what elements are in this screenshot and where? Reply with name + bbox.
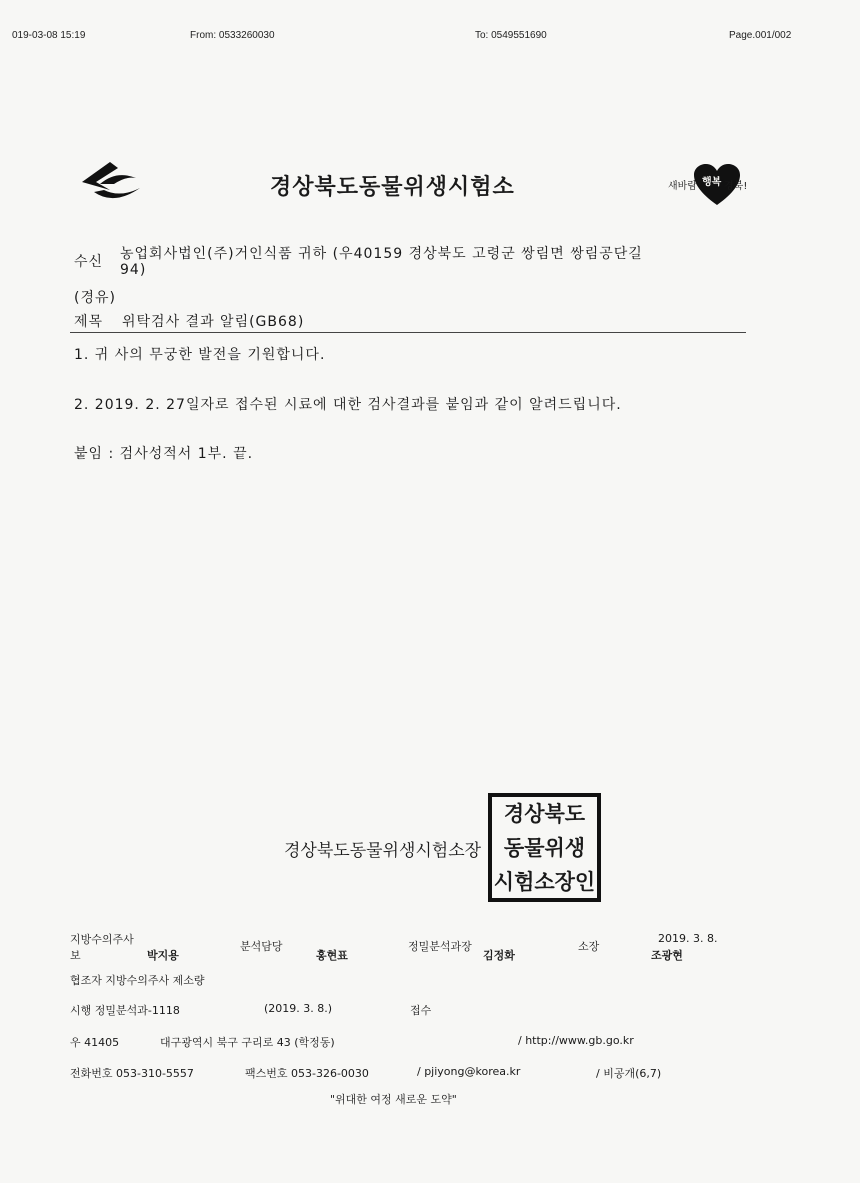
via-label: (경유)	[74, 290, 116, 306]
header-divider	[70, 332, 746, 333]
seal-line-1: 경상북도	[503, 801, 586, 826]
subject-text: 위탁검사 결과 알림(GB68)	[122, 314, 305, 330]
fax-to: To: 0549551690	[475, 30, 547, 41]
street-address: 대구광역시 북구 구리로 43 (학정동)	[160, 1036, 335, 1049]
paragraph-2: 2. 2019. 2. 27일자로 접수된 시료에 대한 검사결과를 붙임과 같이 알려드립니다.	[74, 397, 622, 413]
official-seal	[488, 793, 601, 902]
phone-number: 전화번호 053-310-5557	[70, 1067, 194, 1080]
seal-line-3: 시험소장인	[493, 869, 596, 894]
slogan-part-2: 행복	[702, 177, 722, 188]
sender-name: 경상북도동물위생시험소장	[284, 841, 482, 861]
reviewer-title: 분석담당	[240, 940, 283, 953]
slogan-logo	[664, 163, 760, 207]
manager-name: 김정화	[483, 949, 515, 962]
recipient-line-2: 94)	[120, 262, 147, 278]
slogan-part-1: 새바람	[668, 181, 697, 192]
website-link[interactable]: / http://www.gb.go.kr	[518, 1034, 634, 1047]
slogan-part-3: 경북!	[724, 181, 748, 192]
seal-line-2: 동물위생	[503, 835, 586, 860]
disclosure-status: / 비공개(6,7)	[596, 1067, 662, 1080]
receipt-label: 접수	[410, 1004, 432, 1017]
director-name: 조광현	[651, 949, 683, 962]
attachment-line: 붙임 : 검사성적서 1부. 끝.	[74, 446, 254, 462]
postal-code: 우 41405	[70, 1036, 120, 1049]
enforcement-date: (2019. 3. 8.)	[264, 1002, 333, 1015]
reviewer-name: 홍현표	[316, 949, 348, 962]
paragraph-1: 1. 귀 사의 무궁한 발전을 기원합니다.	[74, 347, 326, 363]
director-title: 소장	[578, 940, 600, 953]
email-link[interactable]: / pjiyong@korea.kr	[417, 1065, 521, 1078]
motto: "위대한 여정 새로운 도약"	[330, 1093, 457, 1106]
fax-from: From: 0533260030	[190, 30, 275, 41]
gyeongbuk-emblem-icon	[80, 160, 144, 210]
drafter-title-suffix: 보	[70, 949, 81, 962]
drafter-name: 박지용	[147, 949, 179, 962]
fax-page: Page.001/002	[729, 30, 792, 41]
recipient-line-1: 농업회사법인(주)거인식품 귀하 (우40159 경상북도 고령군 쌍림면 쌍림공단길	[120, 246, 643, 262]
recipient-label: 수신	[74, 254, 104, 270]
director-date: 2019. 3. 8.	[658, 932, 718, 945]
subject-label: 제목	[74, 314, 104, 330]
enforcement-number: 시행 정밀분석과-1118	[70, 1004, 180, 1017]
fax-datetime: 019-03-08 15:19	[12, 30, 86, 41]
cooperator-line: 협조자 지방수의주사 제소량	[70, 974, 205, 987]
fax-number: 팩스번호 053-326-0030	[245, 1067, 369, 1080]
manager-title: 정밀분석과장	[408, 940, 472, 953]
drafter-title: 지방수의주사	[70, 933, 134, 946]
agency-title: 경상북도동물위생시험소	[270, 175, 515, 200]
